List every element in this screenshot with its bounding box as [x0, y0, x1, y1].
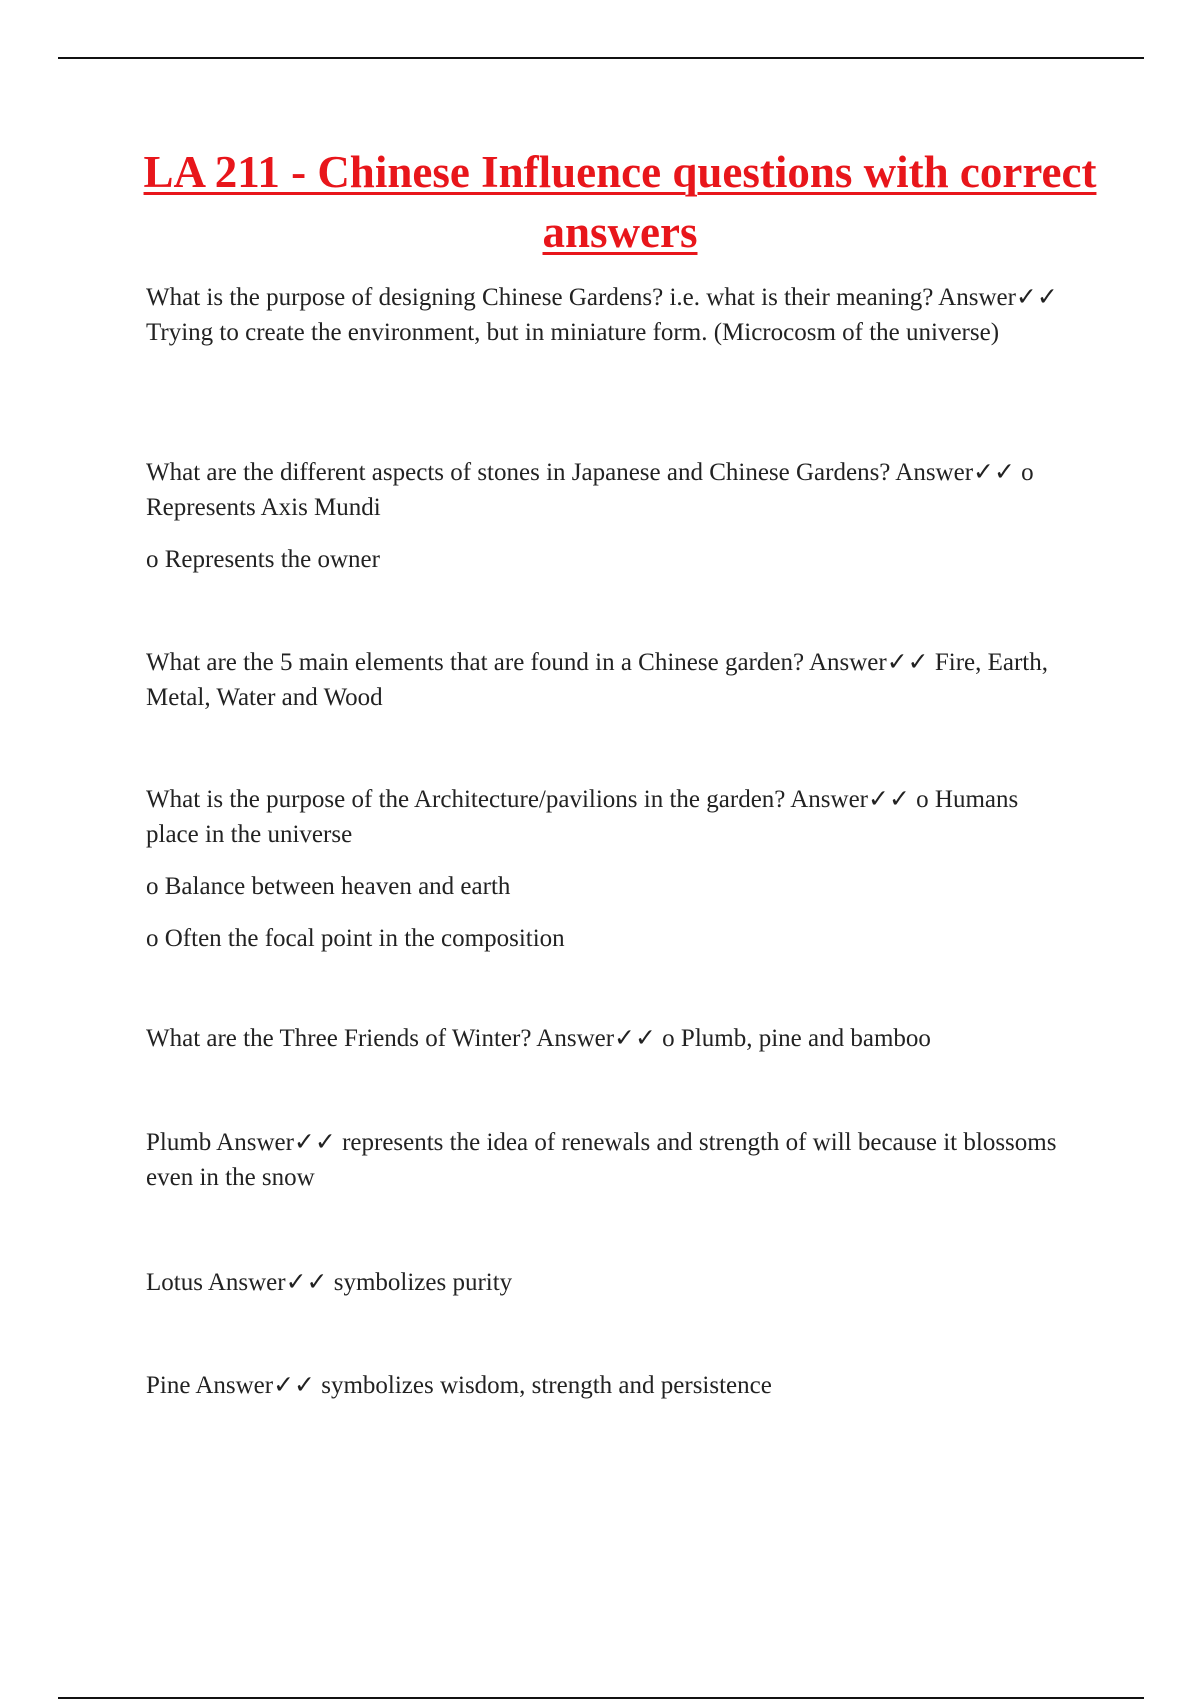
qa-subpoint: o Represents the owner [146, 546, 380, 573]
qa-item-plumb [146, 1125, 1076, 1195]
qa-item-three-friends [146, 1021, 1076, 1056]
qa-question-answer: What is the purpose of the Architecture/pavilions in the garden? Answer✓✓ o Humans place in the universe [146, 786, 1019, 848]
qa-subpoint: o Often the focal point in the composition [146, 925, 565, 952]
qa-question-answer: Lotus Answer✓✓ symbolizes purity [146, 1269, 513, 1296]
qa-item-lotus [146, 1265, 1076, 1300]
qa-item-pine [146, 1368, 1076, 1403]
qa-question-answer: What is the purpose of designing Chinese Gardens? i.e. what is their meaning? Answer✓✓ Trying to create the environment, but in miniature form. (Microcosm of the universe) [146, 284, 1058, 346]
qa-item-five-elements [146, 645, 1076, 715]
document-title: LA 211 - Chinese Influence questions with correct answers [143, 147, 1097, 257]
qa-question-answer: Plumb Answer✓✓ represents the idea of renewals and strength of will because it blossoms even in the snow [146, 1129, 1057, 1191]
qa-item-architecture [146, 782, 1076, 956]
qa-question-answer: What are the Three Friends of Winter? Answer✓✓ o Plumb, pine and bamboo [146, 1025, 931, 1052]
bottom-rule [58, 1697, 1144, 1699]
qa-subpoint: o Balance between heaven and earth [146, 873, 511, 900]
qa-item-stones [146, 455, 1076, 577]
qa-question-answer: What are the 5 main elements that are found in a Chinese garden? Answer✓✓ Fire, Earth, Metal, Water and Wood [146, 649, 1049, 711]
qa-question-answer: What are the different aspects of stones in Japanese and Chinese Gardens? Answer✓✓ o Represents Axis Mundi [146, 459, 1034, 521]
qa-question-answer: Pine Answer✓✓ symbolizes wisdom, strength and persistence [146, 1372, 772, 1399]
top-rule [58, 57, 1144, 59]
qa-item-garden-purpose [146, 280, 1076, 350]
